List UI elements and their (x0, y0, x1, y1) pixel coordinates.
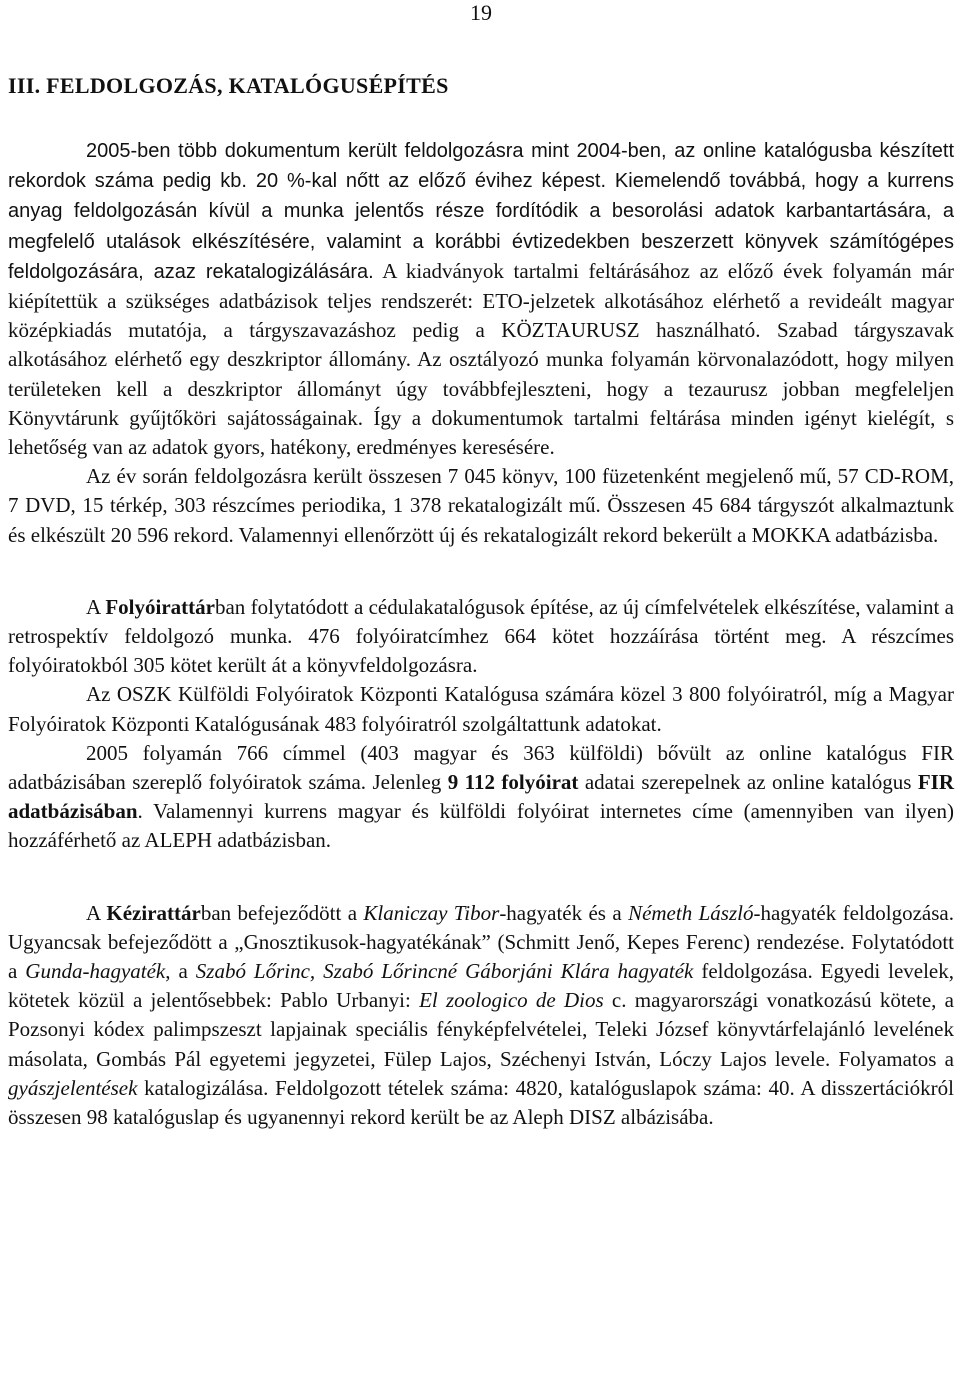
paragraph-text: -hagyaték feldolgozása. Ugyancsak befejeződött a „Gnosztikusok-hagyatékának” (Schmitt Jenő, Kepes Ferenc) rendezése. Folytatódott a (8, 900, 954, 984)
paragraph-text: . Valamennyi kurrens magyar és külföldi folyóirat internetes címe (amennyiben van ilyen) hozzáférhető az ALEPH adatbázisban. (8, 799, 954, 853)
paragraph-processing-overview (8, 136, 954, 462)
italic-name: Szabó Lőrinc, Szabó Lőrincné Gáborjáni Klára hagyaték (195, 959, 694, 984)
italic-name: Gunda-hagyaték (25, 959, 166, 984)
paragraph-text: A (86, 594, 106, 619)
paragraph-text: A (86, 900, 107, 925)
italic-name: Németh László (628, 900, 754, 925)
document-body (8, 136, 954, 1132)
paragraph-text: 2005-ben több dokumentum került feldolgozásra mint 2004-ben, az online katalógusba készített rekordok száma pedig kb. 20 %-kal nőtt az előző évihez képest. Kiemelendő továbbá, hogy a kurrens anyag feldolgozásán kívül a munka jelentős része fordítódik a besorolási adatok karbantartására, a megfelelő utalások elkészítésére, valamint a korábbi évtizedekben beszerzett könyvek számítógépes feldolgozására, azaz rekatalogizálására. (8, 140, 954, 283)
paragraph-yearly-statistics: Az év során feldolgozásra került összesen 7 045 könyv, 100 füzetenként megjelenő mű, 57 CD-ROM, 7 DVD, 15 térkép, 303 részcímes periodika, 1 378 rekatalogizált mű. Összesen 45 684 tárgyszót alkalmaztunk és elkészült 20 596 rekord. Valamennyi ellenőrzött új és rekatalogizált rekord bekerült a MOKKA adatbázisba. (8, 464, 954, 547)
paragraph-text: feldolgozása. Egyedi levelek, kötetek közül a jelentősebbek: Pablo Urbanyi: (8, 959, 955, 1013)
italic-name: Klaniczay Tibor (363, 900, 500, 925)
paragraph-text: -hagyaték és a (499, 900, 629, 925)
paragraph-oszk-catalogue: Az OSZK Külföldi Folyóiratok Központi Katalógusa számára közel 3 800 folyóiratról, míg a Magyar Folyóiratok Központi Katalógusának 483 folyóiratról szolgáltattunk adatokat. (8, 682, 954, 736)
section-heading: III. FELDOLGOZÁS, KATALÓGUSÉPÍTÉS (8, 73, 449, 98)
paragraph-text: c. magyarországi vonatkozású kötete, a Pozsonyi kódex palimpszeszt lapjainak speciális fényképfelvételei, Teleki József könyvtárfelajánló levelének másolata, Gombás Pál egyetemi jegyzetei, Fülep Lajos, Széchenyi István, Lóczy Lajos levele. Folyamatos a (8, 988, 954, 1071)
emphasis-periodical-count: 9 112 folyóirat (447, 770, 579, 795)
paragraph-text: A kiadványok tartalmi feltárásához az előző évek folyamán már kiépítettük a szükséges adatbázisok teljes rendszerét: ETO-jelzetek alkotásához elérhető a revideált magyar középkiadás mutatója, a tárgyszavazáshoz pedig a KÖZTAURUSZ használható. Szabad tárgyszavak alkotásához elérhető egy deszkriptor állomány. Az osztályozó munka folyamán körvonalazódott, hogy milyen területeken kell a deszkriptor állományt úgy továbbfejleszteni, hogy a tezaurusz jobban megfeleljen Könyvtárunk gyűjtőköri sajátosságainak. Így a dokumentumok tartalmi feltárása minden igényt kielégít, s lehetőség van az adatok gyors, hatékony, eredményes keresésére. (8, 258, 955, 460)
paragraph-text: katalogizálása. Feldolgozott tételek száma: 4820, katalóguslapok száma: 40. A disszertációkról összesen 98 katalóguslap és ugyanennyi rekord került be az Aleph DISZ albázisába. (8, 1075, 954, 1130)
paragraph-text: , a (165, 959, 196, 984)
italic-term: gyászjelentések (8, 1075, 138, 1100)
emphasis-kezirattar: Kézirattár (106, 900, 201, 925)
emphasis-folyoirattar: Folyóirattár (105, 594, 215, 619)
paragraph-periodicals (8, 593, 954, 681)
emphasis-fir-database: FIR adatbázisában (8, 770, 955, 824)
paragraph-text: adatai szerepelnek az online katalógus (578, 770, 918, 795)
italic-title: El zoologico de Dios (419, 988, 604, 1013)
paragraph-fir-database (8, 739, 954, 856)
paragraph-text: 2005 folyamán 766 címmel (403 magyar és 363 külföldi) bővült az online katalógus FIR adatbázisában szereplő folyóiratok száma. Jelenleg (8, 740, 954, 795)
paragraph-text: ban befejeződött a (200, 900, 364, 925)
paragraph-manuscripts (8, 899, 954, 1133)
page-number: 19 (470, 0, 492, 25)
paragraph-text: ban folytatódott a cédulakatalógusok építése, az új címfelvételek elkészítése, valamint a retrospektív feldolgozó munka. 476 folyóiratcímhez 664 kötet hozzáírása történt meg. A részcímes folyóiratokból 305 kötet került át a könyvfeldolgozásra. (8, 594, 954, 678)
